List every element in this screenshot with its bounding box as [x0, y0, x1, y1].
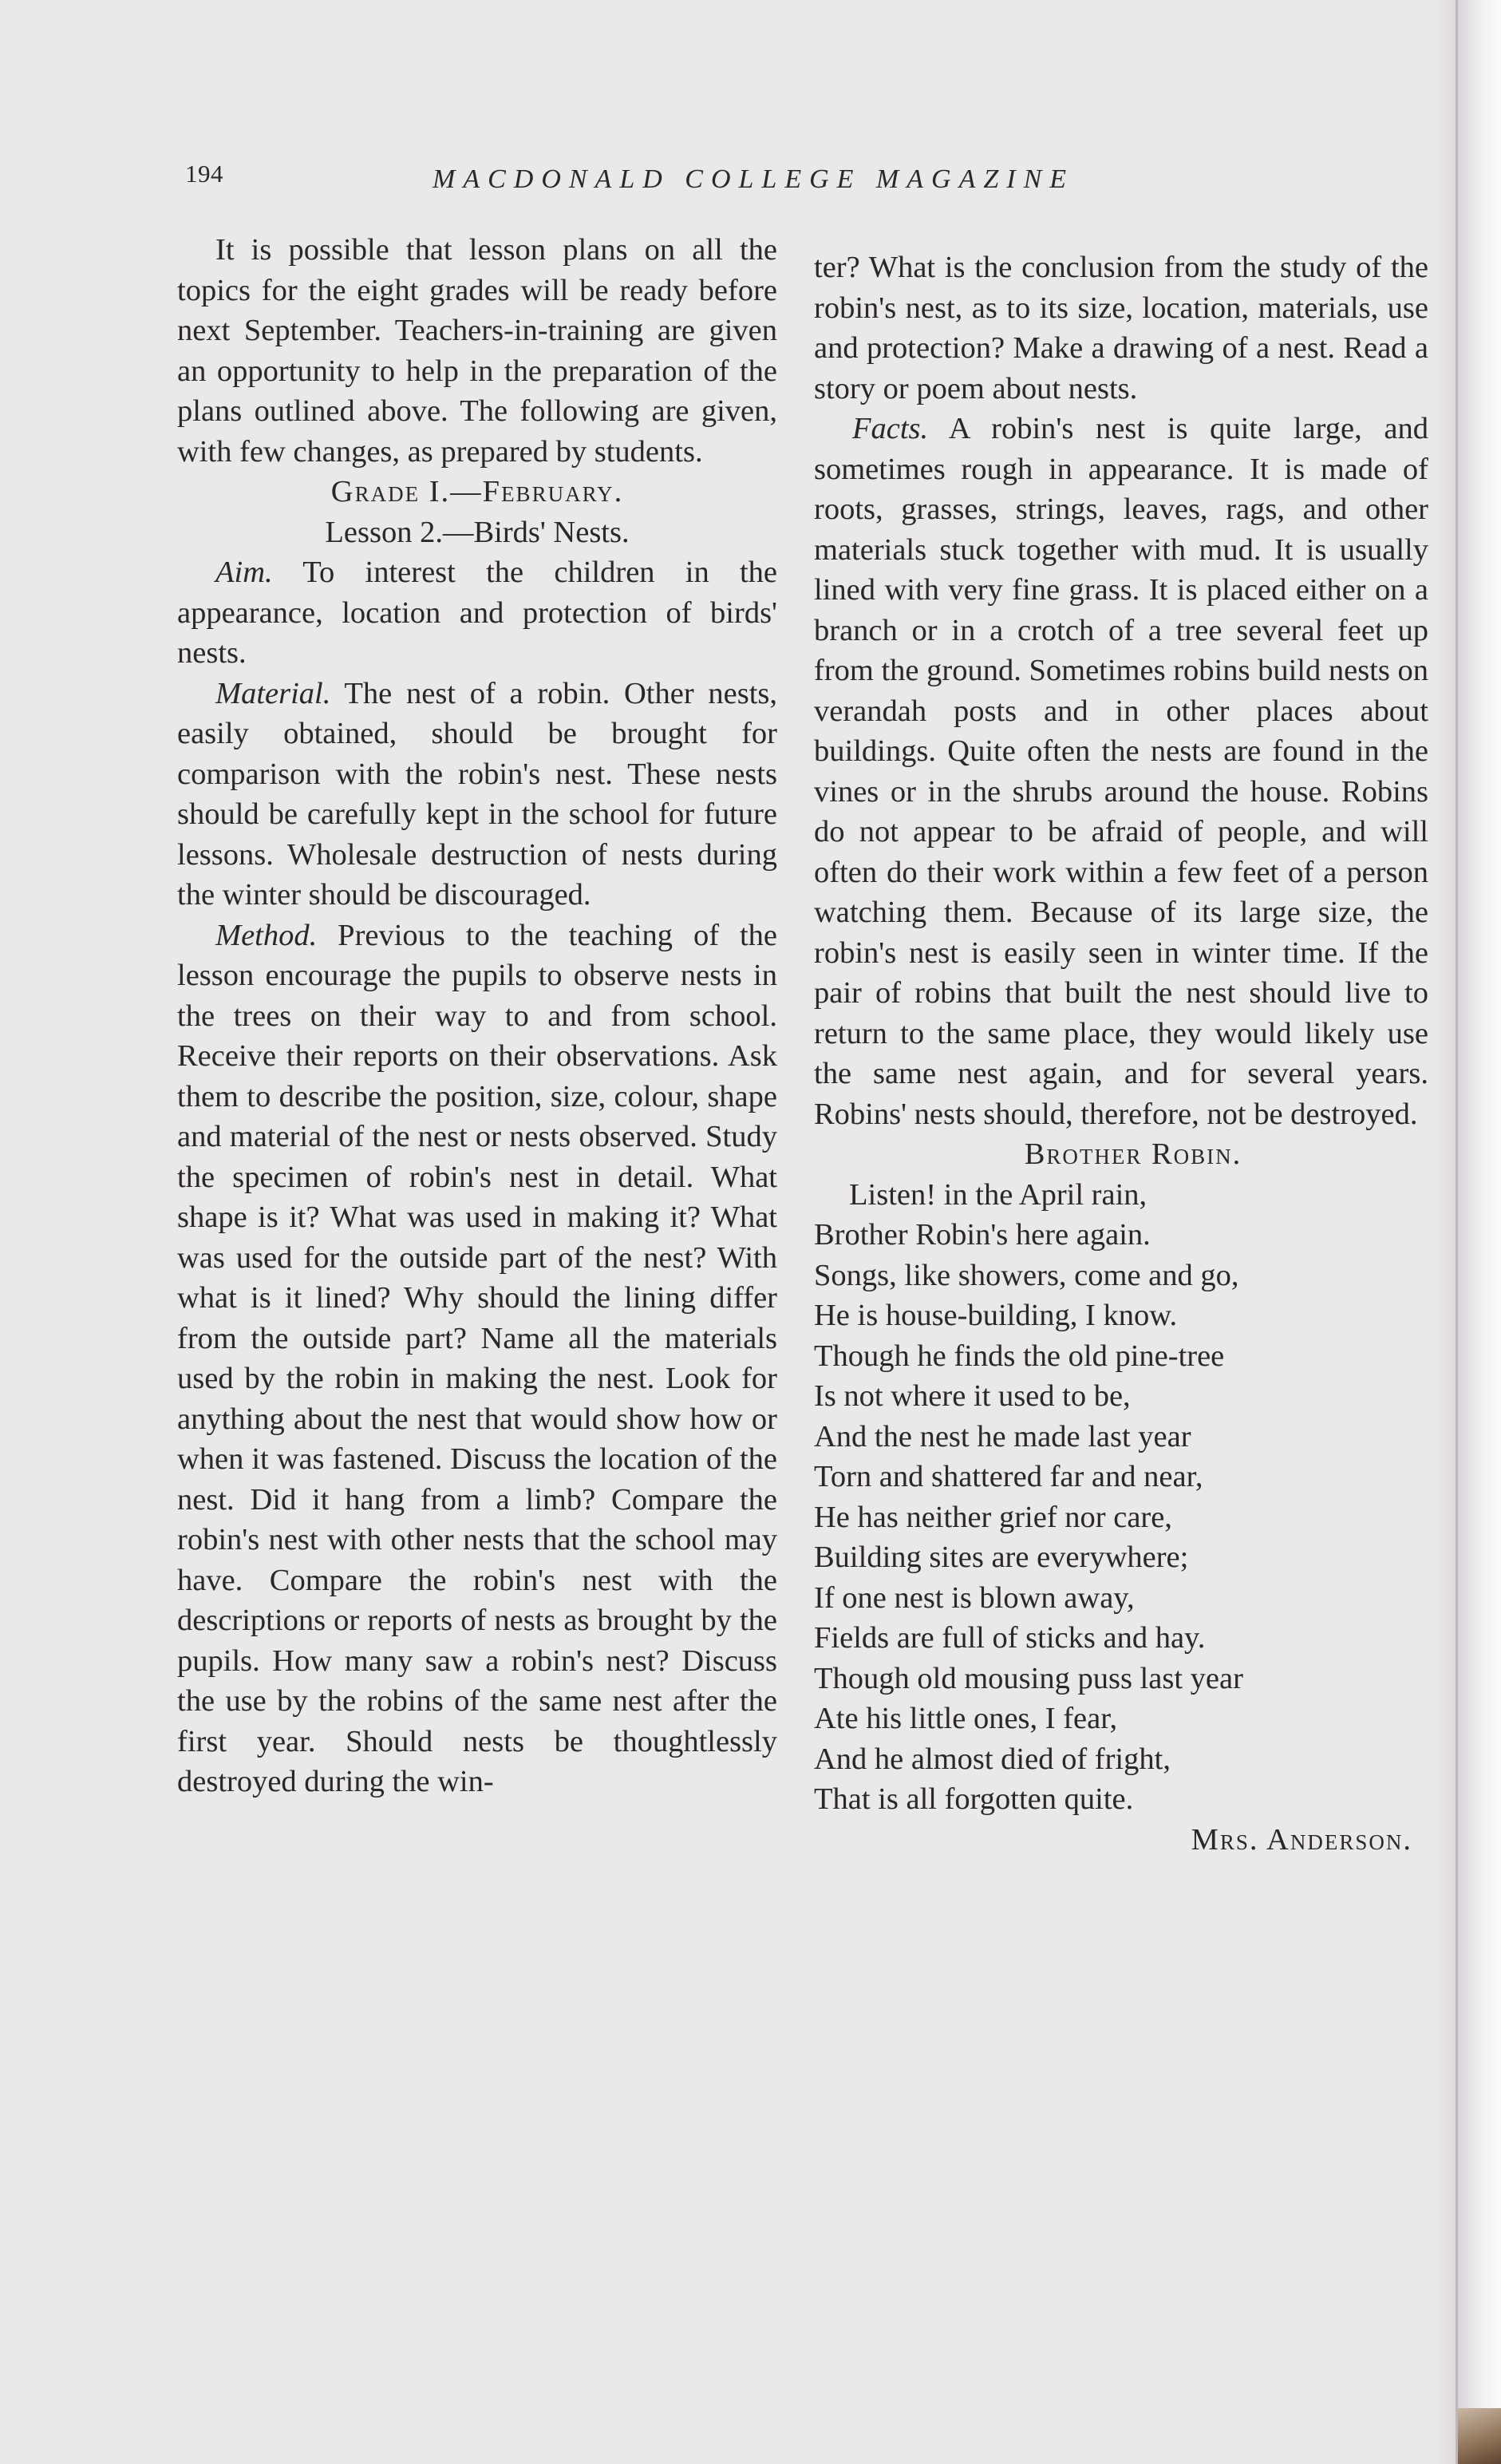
material-label: Material. — [215, 676, 331, 710]
poem-line: Though old mousing puss last year — [814, 1661, 1243, 1695]
right-column — [814, 247, 1428, 1860]
running-title: MACDONALD COLLEGE MAGAZINE — [433, 164, 1075, 194]
poem-line: He is house-building, I know. — [814, 1299, 1178, 1332]
poem-line: Though he finds the old pine-tree — [814, 1339, 1225, 1373]
poem-line: Songs, like showers, come and go, — [814, 1258, 1239, 1292]
page-header — [185, 160, 1215, 208]
poem-line: And the nest he made last year — [814, 1419, 1191, 1453]
aim-paragraph — [177, 552, 777, 674]
page-number: 194 — [185, 160, 223, 188]
author-signature: Mrs. Anderson. — [1191, 1822, 1412, 1857]
facts-label: Facts. — [852, 412, 929, 445]
poem-line: He has neither grief nor care, — [814, 1500, 1172, 1534]
method-continued-paragraph: ter? What is the conclusion from the study of the robin's nest, as to its size, location, materials, use and protection? Make a drawing of a nest. Read a story or poem about nests. — [814, 251, 1428, 405]
method-label: Method. — [215, 918, 318, 952]
poem-line: Building sites are everywhere; — [814, 1540, 1189, 1574]
left-column — [177, 230, 777, 1802]
poem-title: Brother Robin. — [1024, 1137, 1242, 1171]
page-corner — [1458, 2408, 1501, 2464]
poem-line: That is all forgotten quite. — [814, 1782, 1134, 1816]
facts-paragraph — [814, 409, 1428, 1134]
next-page-edge — [1456, 0, 1501, 2464]
poem-line: Is not where it used to be, — [814, 1379, 1131, 1413]
poem-line: Torn and shattered far and near, — [814, 1460, 1203, 1493]
poem — [814, 1175, 1428, 1820]
intro-paragraph: It is possible that lesson plans on all the topics for the eight grades will be ready before next September. Teachers-in-training are given an opportunity to help in the preparation of the plans outlined above. The following are given, with few changes, as prepared by students. — [177, 233, 777, 469]
poem-line: Ate his little ones, I fear, — [814, 1702, 1118, 1735]
material-paragraph — [177, 674, 777, 916]
aim-label: Aim. — [215, 556, 273, 589]
grade-heading: Grade I.—February. — [330, 475, 624, 508]
poem-line: Brother Robin's here again. — [814, 1218, 1151, 1252]
facts-text: A robin's nest is quite large, and sometimes rough in appearance. It is made of roots, grasses, strings, leaves, rags, and other materials stuck together with mud. It is usually lined with very fine grass. It is placed either on a branch or in a crotch of a tree several feet up from the ground. Sometimes robins build nests on verandah posts and in other places about buildings. Quite often the nests are found in the vines or in the shrubs around the house. Robins do not appear to be afraid of people, and will often do their work within a few feet of a person watching them. Because of its large size, the robin's nest is easily seen in winter time. If the pair of robins that built the nest should live to return to the same place, they would likely use the same nest again, and for several years. Robins' nests should, therefore, not be destroyed. — [814, 412, 1428, 1131]
page-gutter-shadow — [1434, 0, 1458, 2464]
aim-text: To interest the children in the appearance, location and protection of birds' nests. — [177, 556, 777, 670]
poem-line: Listen! in the April rain, — [849, 1177, 1147, 1212]
method-text: Previous to the teaching of the lesson encourage the pupils to observe nests in the trees on their way to and from school. Receive their reports on their observations. Ask them to describe the position, size, colour, shape and material of the nest or nests observed. Study the specimen of robin's nest in detail. What shape is it? What was used in making it? What was used for the outside part of the nest? With what is it lined? Why should the lining differ from the outside part? Name all the materials used by the robin in making the nest. Look for anything about the nest that would show how or when it was fastened. Discuss the location of the nest. Did it hang from a limb? Compare the robin's nest with other nests that the school may have. Compare the robin's nest with the descriptions or reports of nests as brought by the pupils. How many saw a robin's nest? Discuss the use by the robins of the same nest after the first year. Should nests be thoughtlessly destroyed during the win- — [177, 918, 777, 1798]
poem-line: And he almost died of fright, — [814, 1742, 1171, 1776]
method-paragraph — [177, 916, 777, 1802]
material-text: The nest of a robin. Other nests, easily obtained, should be brought for comparison with the robin's nest. These nests should be carefully kept in the school for future lessons. Wholesale destruction of nests during the winter should be discouraged. — [177, 676, 777, 912]
poem-line: Fields are full of sticks and hay. — [814, 1621, 1206, 1655]
poem-line: If one nest is blown away, — [814, 1580, 1135, 1615]
lesson-heading: Lesson 2.—Birds' Nests. — [325, 515, 630, 549]
